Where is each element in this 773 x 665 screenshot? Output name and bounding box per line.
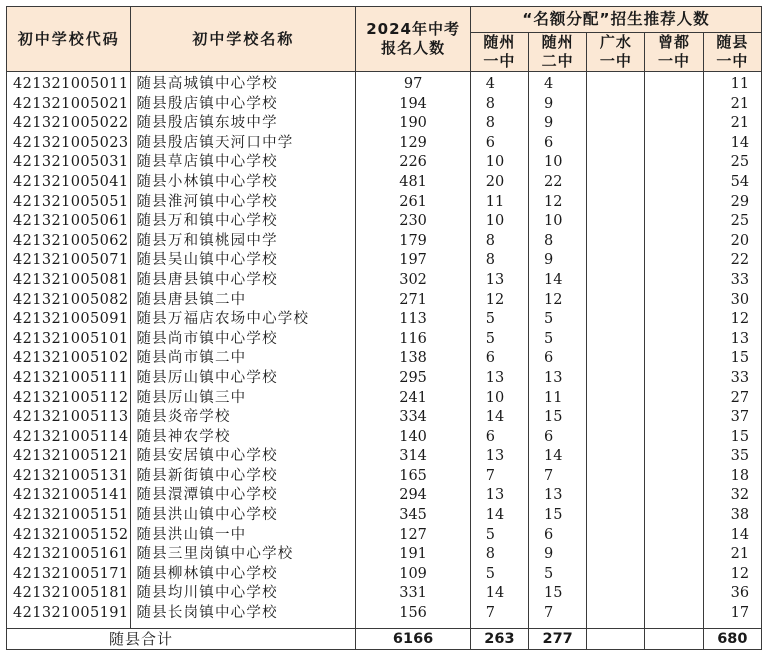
- quota-suixian-1-cell: 29: [703, 193, 761, 213]
- quota-suizhou-2-cell: 15: [529, 506, 587, 526]
- quota-suizhou-2-cell: 6: [529, 526, 587, 546]
- table-row: [7, 173, 762, 193]
- school-code-cell: 421321005141: [7, 486, 131, 506]
- quota-zengdu-1-cell: [645, 389, 703, 409]
- quota-guangshui-1-cell: [587, 604, 645, 628]
- header-exam-count: [356, 7, 470, 72]
- header-quota-line1: 曾都: [658, 33, 691, 51]
- table-row: [7, 310, 762, 330]
- quota-suizhou-2-cell: 11: [529, 389, 587, 409]
- quota-suizhou-1-cell: 13: [470, 486, 528, 506]
- quota-suixian-1-cell: 36: [703, 584, 761, 604]
- quota-suizhou-1-cell: 10: [470, 153, 528, 173]
- exam-count-cell: 97: [356, 72, 470, 95]
- exam-count-cell: 113: [356, 310, 470, 330]
- header-quota-line2: 一中: [658, 52, 691, 70]
- quota-suizhou-1-cell: 20: [470, 173, 528, 193]
- quota-suizhou-2-cell: 13: [529, 369, 587, 389]
- school-name-cell: 随县长岗镇中心学校: [131, 604, 356, 628]
- quota-suizhou-2-cell: 5: [529, 310, 587, 330]
- table-row: [7, 212, 762, 232]
- school-code-cell: 421321005031: [7, 153, 131, 173]
- quota-suizhou-2-cell: 15: [529, 408, 587, 428]
- quota-zengdu-1-cell: [645, 467, 703, 487]
- header-quota-line2: 二中: [541, 52, 574, 70]
- quota-suizhou-1-cell: 14: [470, 408, 528, 428]
- quota-zengdu-1-cell: [645, 251, 703, 271]
- school-code-cell: 421321005151: [7, 506, 131, 526]
- quota-zengdu-1-cell: [645, 565, 703, 585]
- quota-suizhou-2-cell: 6: [529, 349, 587, 369]
- exam-count-cell: 191: [356, 545, 470, 565]
- table-header: [7, 7, 762, 72]
- quota-guangshui-1-cell: [587, 212, 645, 232]
- school-name-cell: 随县尚市镇中心学校: [131, 330, 356, 350]
- header-quota-group: “名额分配”招生推荐人数: [470, 7, 761, 33]
- quota-zengdu-1-cell: [645, 408, 703, 428]
- header-exam-count-line2: 报名人数: [381, 39, 446, 57]
- school-name-cell: 随县柳林镇中心学校: [131, 565, 356, 585]
- header-exam-count-line1: 2024年中考: [366, 20, 460, 38]
- quota-zengdu-1-cell: [645, 232, 703, 252]
- total-zengdu-1: [645, 628, 703, 649]
- table-row: [7, 369, 762, 389]
- quota-suixian-1-cell: 38: [703, 506, 761, 526]
- school-name-cell: 随县草店镇中心学校: [131, 153, 356, 173]
- quota-suixian-1-cell: 12: [703, 565, 761, 585]
- school-name-cell: 随县高城镇中心学校: [131, 72, 356, 95]
- quota-suixian-1-cell: 15: [703, 349, 761, 369]
- quota-suizhou-1-cell: 12: [470, 291, 528, 311]
- table-row: [7, 114, 762, 134]
- quota-suizhou-2-cell: 10: [529, 212, 587, 232]
- header-quota-line1: 随州: [483, 33, 516, 51]
- school-code-cell: 421321005101: [7, 330, 131, 350]
- quota-suizhou-1-cell: 13: [470, 271, 528, 291]
- school-name-cell: 随县淮河镇中心学校: [131, 193, 356, 213]
- exam-count-cell: 129: [356, 134, 470, 154]
- exam-count-cell: 241: [356, 389, 470, 409]
- header-quota-line1: 随县: [716, 33, 749, 51]
- table-row: [7, 72, 762, 95]
- school-code-cell: 421321005051: [7, 193, 131, 213]
- quota-suixian-1-cell: 25: [703, 153, 761, 173]
- header-quota-line2: 一中: [716, 52, 749, 70]
- table-row: [7, 408, 762, 428]
- quota-suizhou-1-cell: 8: [470, 545, 528, 565]
- quota-guangshui-1-cell: [587, 193, 645, 213]
- exam-count-cell: 156: [356, 604, 470, 628]
- quota-suizhou-2-cell: 9: [529, 114, 587, 134]
- exam-count-cell: 295: [356, 369, 470, 389]
- table-row: [7, 271, 762, 291]
- exam-count-cell: 271: [356, 291, 470, 311]
- quota-suizhou-1-cell: 10: [470, 389, 528, 409]
- quota-suizhou-1-cell: 6: [470, 428, 528, 448]
- exam-count-cell: 194: [356, 95, 470, 115]
- quota-suizhou-2-cell: 9: [529, 545, 587, 565]
- exam-count-cell: 302: [356, 271, 470, 291]
- header-quota-zengdu-1: [645, 33, 703, 72]
- table-row: [7, 486, 762, 506]
- quota-suixian-1-cell: 54: [703, 173, 761, 193]
- quota-guangshui-1-cell: [587, 251, 645, 271]
- school-code-cell: 421321005023: [7, 134, 131, 154]
- school-code-cell: 421321005082: [7, 291, 131, 311]
- table-row: [7, 604, 762, 628]
- school-code-cell: 421321005121: [7, 447, 131, 467]
- quota-suizhou-1-cell: 5: [470, 330, 528, 350]
- quota-suixian-1-cell: 20: [703, 232, 761, 252]
- quota-suizhou-1-cell: 10: [470, 212, 528, 232]
- quota-zengdu-1-cell: [645, 310, 703, 330]
- quota-suixian-1-cell: 27: [703, 389, 761, 409]
- total-label: 随县合计: [7, 628, 356, 649]
- quota-suizhou-2-cell: 14: [529, 271, 587, 291]
- quota-guangshui-1-cell: [587, 114, 645, 134]
- quota-suizhou-2-cell: 9: [529, 251, 587, 271]
- school-code-cell: 421321005081: [7, 271, 131, 291]
- quota-guangshui-1-cell: [587, 369, 645, 389]
- quota-suixian-1-cell: 21: [703, 114, 761, 134]
- quota-guangshui-1-cell: [587, 389, 645, 409]
- table-row: [7, 428, 762, 448]
- quota-suizhou-2-cell: 4: [529, 72, 587, 95]
- school-name-cell: 随县洪山镇一中: [131, 526, 356, 546]
- quota-suizhou-2-cell: 14: [529, 447, 587, 467]
- school-name-cell: 随县均川镇中心学校: [131, 584, 356, 604]
- quota-table: [6, 6, 762, 650]
- table-row: [7, 506, 762, 526]
- table-row: [7, 232, 762, 252]
- school-code-cell: 421321005111: [7, 369, 131, 389]
- exam-count-cell: 190: [356, 114, 470, 134]
- quota-suizhou-2-cell: 8: [529, 232, 587, 252]
- quota-guangshui-1-cell: [587, 506, 645, 526]
- quota-suizhou-1-cell: 8: [470, 114, 528, 134]
- quota-suixian-1-cell: 25: [703, 212, 761, 232]
- quota-suizhou-2-cell: 7: [529, 604, 587, 628]
- quota-zengdu-1-cell: [645, 271, 703, 291]
- quota-suizhou-2-cell: 6: [529, 428, 587, 448]
- quota-suizhou-1-cell: 8: [470, 232, 528, 252]
- school-name-cell: 随县厉山镇三中: [131, 389, 356, 409]
- quota-suizhou-2-cell: 12: [529, 193, 587, 213]
- school-code-cell: 421321005091: [7, 310, 131, 330]
- table-row: [7, 95, 762, 115]
- quota-zengdu-1-cell: [645, 173, 703, 193]
- school-name-cell: 随县神农学校: [131, 428, 356, 448]
- quota-suizhou-2-cell: 22: [529, 173, 587, 193]
- quota-zengdu-1-cell: [645, 291, 703, 311]
- school-code-cell: 421321005114: [7, 428, 131, 448]
- header-quota-suizhou-1: [470, 33, 528, 72]
- quota-suizhou-2-cell: 9: [529, 95, 587, 115]
- table-footer: [7, 628, 762, 649]
- school-code-cell: 421321005112: [7, 389, 131, 409]
- quota-guangshui-1-cell: [587, 72, 645, 95]
- quota-zengdu-1-cell: [645, 506, 703, 526]
- exam-count-cell: 165: [356, 467, 470, 487]
- school-code-cell: 421321005071: [7, 251, 131, 271]
- total-guangshui-1: [587, 628, 645, 649]
- quota-guangshui-1-cell: [587, 467, 645, 487]
- table-row: [7, 153, 762, 173]
- school-name-cell: 随县澴潭镇中心学校: [131, 486, 356, 506]
- quota-suizhou-2-cell: 7: [529, 467, 587, 487]
- header-quota-suizhou-2: [529, 33, 587, 72]
- quota-zengdu-1-cell: [645, 545, 703, 565]
- quota-guangshui-1-cell: [587, 95, 645, 115]
- quota-suixian-1-cell: 14: [703, 526, 761, 546]
- header-quota-line1: 广水: [599, 33, 632, 51]
- table-row: [7, 526, 762, 546]
- quota-suizhou-1-cell: 14: [470, 506, 528, 526]
- quota-zengdu-1-cell: [645, 134, 703, 154]
- quota-suizhou-1-cell: 13: [470, 369, 528, 389]
- school-code-cell: 421321005102: [7, 349, 131, 369]
- school-name-cell: 随县小林镇中心学校: [131, 173, 356, 193]
- school-code-cell: 421321005041: [7, 173, 131, 193]
- quota-suixian-1-cell: 33: [703, 369, 761, 389]
- quota-guangshui-1-cell: [587, 584, 645, 604]
- quota-guangshui-1-cell: [587, 330, 645, 350]
- quota-suizhou-1-cell: 8: [470, 95, 528, 115]
- exam-count-cell: 179: [356, 232, 470, 252]
- exam-count-cell: 481: [356, 173, 470, 193]
- quota-suizhou-2-cell: 12: [529, 291, 587, 311]
- quota-zengdu-1-cell: [645, 72, 703, 95]
- quota-suixian-1-cell: 18: [703, 467, 761, 487]
- school-code-cell: 421321005161: [7, 545, 131, 565]
- quota-suixian-1-cell: 17: [703, 604, 761, 628]
- quota-zengdu-1-cell: [645, 193, 703, 213]
- quota-guangshui-1-cell: [587, 153, 645, 173]
- school-name-cell: 随县三里岗镇中心学校: [131, 545, 356, 565]
- school-code-cell: 421321005061: [7, 212, 131, 232]
- quota-suixian-1-cell: 37: [703, 408, 761, 428]
- quota-zengdu-1-cell: [645, 349, 703, 369]
- school-name-cell: 随县尚市镇二中: [131, 349, 356, 369]
- exam-count-cell: 116: [356, 330, 470, 350]
- total-count: 6166: [356, 628, 470, 649]
- header-quota-line2: 一中: [483, 52, 516, 70]
- school-name-cell: 随县唐县镇中心学校: [131, 271, 356, 291]
- quota-suizhou-2-cell: 10: [529, 153, 587, 173]
- quota-suizhou-2-cell: 13: [529, 486, 587, 506]
- quota-guangshui-1-cell: [587, 545, 645, 565]
- total-suizhou-1: 263: [470, 628, 528, 649]
- quota-suizhou-1-cell: 5: [470, 526, 528, 546]
- exam-count-cell: 345: [356, 506, 470, 526]
- table-row: [7, 193, 762, 213]
- school-name-cell: 随县殷店镇中心学校: [131, 95, 356, 115]
- quota-guangshui-1-cell: [587, 428, 645, 448]
- quota-zengdu-1-cell: [645, 212, 703, 232]
- exam-count-cell: 138: [356, 349, 470, 369]
- exam-count-cell: 230: [356, 212, 470, 232]
- quota-suixian-1-cell: 21: [703, 545, 761, 565]
- school-name-cell: 随县殷店镇天河口中学: [131, 134, 356, 154]
- quota-suizhou-2-cell: 15: [529, 584, 587, 604]
- school-code-cell: 421321005011: [7, 72, 131, 95]
- quota-zengdu-1-cell: [645, 369, 703, 389]
- quota-zengdu-1-cell: [645, 447, 703, 467]
- school-name-cell: 随县安居镇中心学校: [131, 447, 356, 467]
- quota-suizhou-1-cell: 13: [470, 447, 528, 467]
- exam-count-cell: 140: [356, 428, 470, 448]
- quota-suizhou-1-cell: 5: [470, 310, 528, 330]
- quota-guangshui-1-cell: [587, 349, 645, 369]
- quota-suixian-1-cell: 15: [703, 428, 761, 448]
- quota-guangshui-1-cell: [587, 526, 645, 546]
- quota-suixian-1-cell: 30: [703, 291, 761, 311]
- header-school-code: 初中学校代码: [7, 7, 131, 72]
- header-school-name: 初中学校名称: [131, 7, 356, 72]
- school-name-cell: 随县吴山镇中心学校: [131, 251, 356, 271]
- quota-zengdu-1-cell: [645, 330, 703, 350]
- quota-suizhou-1-cell: 7: [470, 467, 528, 487]
- exam-count-cell: 331: [356, 584, 470, 604]
- school-name-cell: 随县新街镇中心学校: [131, 467, 356, 487]
- quota-suixian-1-cell: 21: [703, 95, 761, 115]
- table-row: [7, 251, 762, 271]
- exam-count-cell: 226: [356, 153, 470, 173]
- exam-count-cell: 261: [356, 193, 470, 213]
- total-suizhou-2: 277: [529, 628, 587, 649]
- table-row: [7, 389, 762, 409]
- exam-count-cell: 109: [356, 565, 470, 585]
- quota-guangshui-1-cell: [587, 271, 645, 291]
- quota-suizhou-1-cell: 5: [470, 565, 528, 585]
- school-name-cell: 随县万和镇中心学校: [131, 212, 356, 232]
- quota-zengdu-1-cell: [645, 604, 703, 628]
- quota-suixian-1-cell: 11: [703, 72, 761, 95]
- exam-count-cell: 314: [356, 447, 470, 467]
- exam-count-cell: 127: [356, 526, 470, 546]
- table-row: [7, 467, 762, 487]
- quota-guangshui-1-cell: [587, 408, 645, 428]
- table-row: [7, 545, 762, 565]
- quota-suixian-1-cell: 13: [703, 330, 761, 350]
- school-code-cell: 421321005022: [7, 114, 131, 134]
- quota-zengdu-1-cell: [645, 526, 703, 546]
- quota-suizhou-1-cell: 14: [470, 584, 528, 604]
- school-code-cell: 421321005021: [7, 95, 131, 115]
- total-row: [7, 628, 762, 649]
- quota-suixian-1-cell: 12: [703, 310, 761, 330]
- school-code-cell: 421321005131: [7, 467, 131, 487]
- quota-suizhou-2-cell: 6: [529, 134, 587, 154]
- exam-count-cell: 294: [356, 486, 470, 506]
- quota-zengdu-1-cell: [645, 428, 703, 448]
- quota-zengdu-1-cell: [645, 95, 703, 115]
- table-body: [7, 72, 762, 629]
- quota-guangshui-1-cell: [587, 310, 645, 330]
- quota-zengdu-1-cell: [645, 114, 703, 134]
- quota-suizhou-1-cell: 6: [470, 134, 528, 154]
- school-code-cell: 421321005113: [7, 408, 131, 428]
- table-row: [7, 291, 762, 311]
- quota-suixian-1-cell: 22: [703, 251, 761, 271]
- school-code-cell: 421321005171: [7, 565, 131, 585]
- quota-zengdu-1-cell: [645, 153, 703, 173]
- exam-count-cell: 334: [356, 408, 470, 428]
- quota-suizhou-1-cell: 4: [470, 72, 528, 95]
- quota-zengdu-1-cell: [645, 486, 703, 506]
- school-name-cell: 随县厉山镇中心学校: [131, 369, 356, 389]
- quota-suixian-1-cell: 14: [703, 134, 761, 154]
- school-code-cell: 421321005062: [7, 232, 131, 252]
- quota-suizhou-2-cell: 5: [529, 565, 587, 585]
- school-code-cell: 421321005152: [7, 526, 131, 546]
- quota-suizhou-2-cell: 5: [529, 330, 587, 350]
- school-name-cell: 随县炎帝学校: [131, 408, 356, 428]
- school-code-cell: 421321005181: [7, 584, 131, 604]
- school-name-cell: 随县万福店农场中心学校: [131, 310, 356, 330]
- total-suixian-1: 680: [703, 628, 761, 649]
- header-quota-line2: 一中: [599, 52, 632, 70]
- header-quota-suixian-1: [703, 33, 761, 72]
- table-row: [7, 349, 762, 369]
- quota-suizhou-1-cell: 7: [470, 604, 528, 628]
- school-name-cell: 随县洪山镇中心学校: [131, 506, 356, 526]
- quota-guangshui-1-cell: [587, 565, 645, 585]
- quota-guangshui-1-cell: [587, 291, 645, 311]
- school-name-cell: 随县殷店镇东坡中学: [131, 114, 356, 134]
- quota-guangshui-1-cell: [587, 173, 645, 193]
- exam-count-cell: 197: [356, 251, 470, 271]
- school-name-cell: 随县唐县镇二中: [131, 291, 356, 311]
- quota-guangshui-1-cell: [587, 447, 645, 467]
- table-row: [7, 565, 762, 585]
- header-quota-guangshui-1: [587, 33, 645, 72]
- table-row: [7, 447, 762, 467]
- school-name-cell: 随县万和镇桃园中学: [131, 232, 356, 252]
- quota-suizhou-1-cell: 8: [470, 251, 528, 271]
- table-row: [7, 330, 762, 350]
- quota-guangshui-1-cell: [587, 232, 645, 252]
- quota-guangshui-1-cell: [587, 486, 645, 506]
- quota-guangshui-1-cell: [587, 134, 645, 154]
- quota-suixian-1-cell: 32: [703, 486, 761, 506]
- table-row: [7, 584, 762, 604]
- table-row: [7, 134, 762, 154]
- quota-suizhou-1-cell: 6: [470, 349, 528, 369]
- quota-zengdu-1-cell: [645, 584, 703, 604]
- header-quota-line1: 随州: [541, 33, 574, 51]
- quota-suizhou-1-cell: 11: [470, 193, 528, 213]
- quota-suixian-1-cell: 35: [703, 447, 761, 467]
- quota-suixian-1-cell: 33: [703, 271, 761, 291]
- school-code-cell: 421321005191: [7, 604, 131, 628]
